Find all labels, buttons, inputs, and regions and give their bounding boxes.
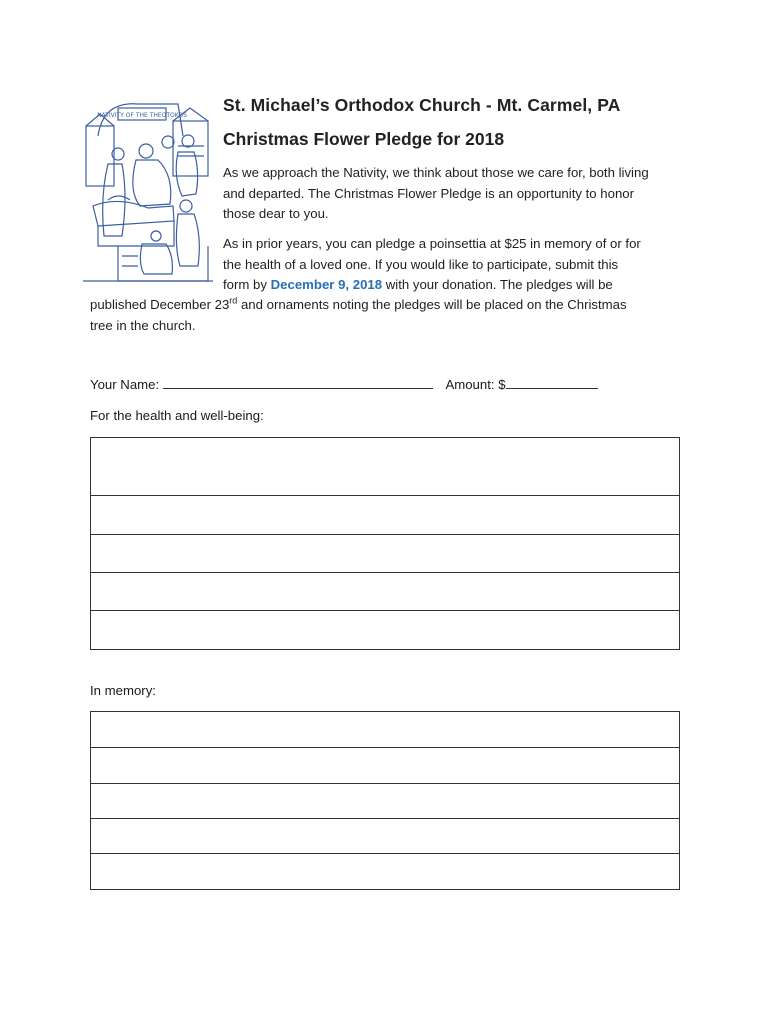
pledge-text: and ornaments noting the pledges will be placed on the Christmas: [237, 297, 627, 312]
health-section-label: For the health and well-being:: [90, 408, 264, 423]
nativity-icon-illustration: [78, 96, 216, 286]
pledge-line: As in prior years, you can pledge a poinsettia at $25 in memory of or for: [223, 236, 641, 251]
health-name-row[interactable]: [91, 438, 679, 496]
health-name-row[interactable]: [91, 573, 679, 611]
name-input-line[interactable]: [163, 377, 433, 389]
amount-label: Amount: $: [445, 377, 506, 392]
memory-name-row[interactable]: [91, 748, 679, 784]
icon-caption: NATIVITY OF THE THEOTOKOS: [97, 112, 187, 119]
memory-name-row[interactable]: [91, 819, 679, 854]
pledge-line: tree in the church.: [90, 317, 196, 333]
page-title: St. Michael’s Orthodox Church - Mt. Carmel, PA: [223, 95, 621, 115]
health-names-table: [90, 437, 680, 650]
name-label: Your Name:: [90, 377, 163, 392]
pledge-line: [223, 275, 693, 296]
pledge-paragraph-continued: [90, 295, 690, 336]
nativity-icon: [78, 96, 216, 286]
memory-section-label: In memory:: [90, 683, 156, 698]
pledge-line: [90, 295, 690, 316]
intro-line: and departed. The Christmas Flower Pledge is an opportunity to honor: [223, 185, 635, 201]
health-name-row[interactable]: [91, 611, 679, 649]
health-name-row[interactable]: [91, 496, 679, 535]
page-subtitle: Christmas Flower Pledge for 2018: [223, 129, 505, 149]
memory-name-row[interactable]: [91, 854, 679, 889]
pledge-text: published December 23: [90, 297, 230, 312]
intro-paragraph: [223, 163, 693, 225]
pledge-paragraph: [223, 234, 693, 296]
pledge-line: the health of a loved one. If you would like to participate, submit this: [223, 256, 619, 272]
pledge-text: with your donation. The pledges will be: [382, 277, 613, 292]
intro-line: those dear to you.: [223, 206, 329, 221]
pledge-text: form by: [223, 277, 271, 292]
memory-name-row[interactable]: [91, 784, 679, 819]
name-amount-row: [90, 377, 598, 392]
memory-name-row[interactable]: [91, 712, 679, 748]
deadline-date: December 9, 2018: [270, 277, 383, 292]
ordinal-suffix: rd: [229, 295, 238, 306]
amount-input-line[interactable]: [506, 377, 598, 389]
intro-line: As we approach the Nativity, we think about those we care for, both living: [223, 165, 649, 180]
health-name-row[interactable]: [91, 535, 679, 573]
memory-names-table: [90, 711, 680, 890]
